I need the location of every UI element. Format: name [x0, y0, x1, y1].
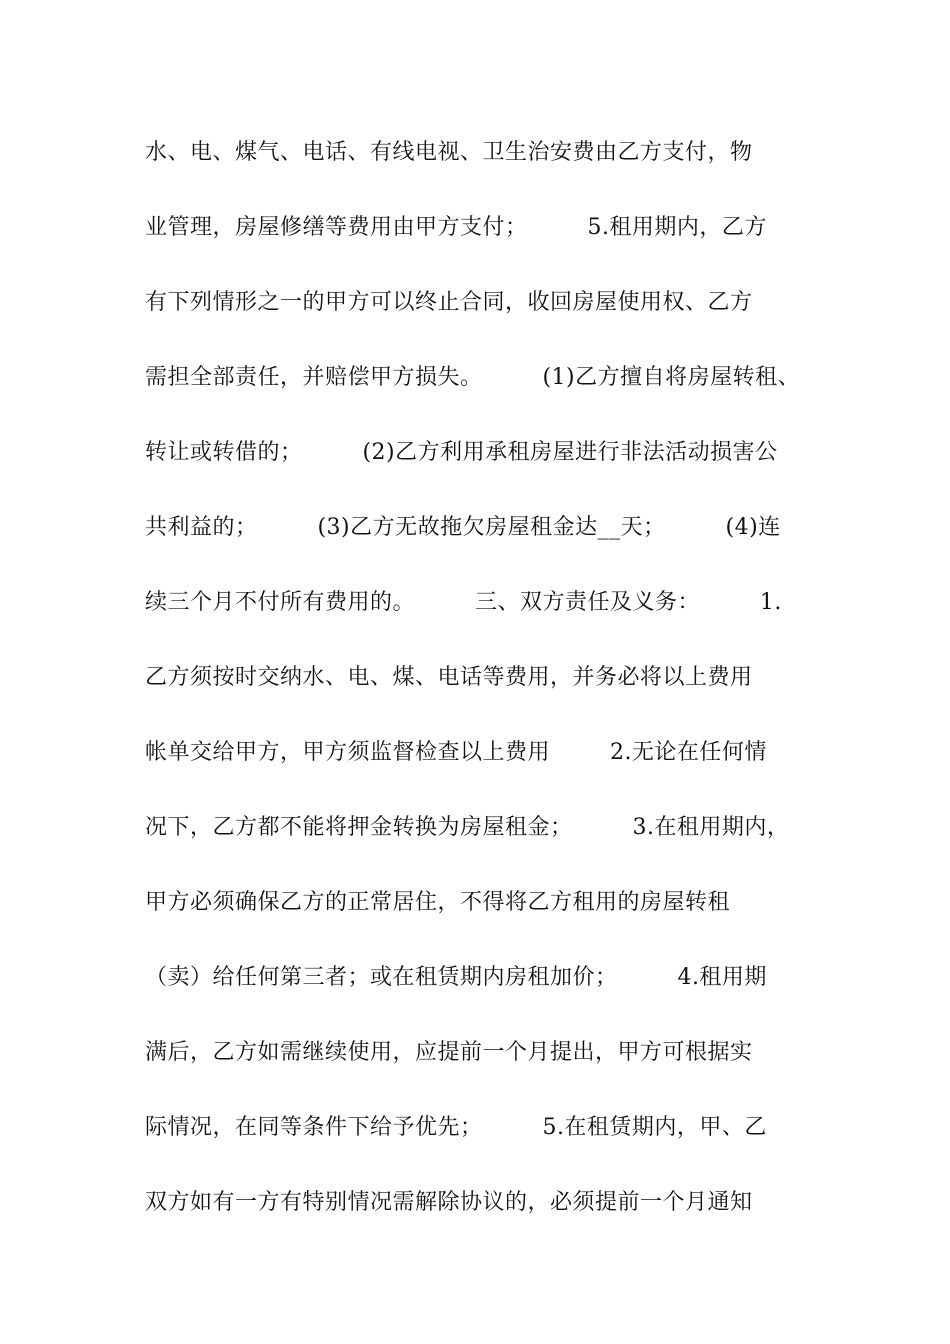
- text-line-9: 帐单交给甲方，甲方须监督检查以上费用 2.无论在任何情: [145, 740, 767, 765]
- text-line-2: 业管理，房屋修缮等费用由甲方支付； 5.租用期内，乙方: [145, 215, 767, 240]
- text-line-14: 际情况，在同等条件下给予优先； 5.在租赁期内，甲、乙: [145, 1115, 767, 1140]
- text-line-8: 乙方须按时交纳水、电、煤、电话等费用，并务必将以上费用: [145, 665, 753, 690]
- text-line-7: 续三个月不付所有费用的。 三、双方责任及义务： 1.: [145, 590, 782, 615]
- text-line-1: 水、电、煤气、电话、有线电视、卫生治安费由乙方支付，物: [145, 140, 753, 165]
- text-line-6: 共利益的； (3)乙方无故拖欠房屋租金达__天； (4)连: [145, 515, 781, 540]
- text-line-5: 转让或转借的； (2)乙方利用承租房屋进行非法活动损害公: [145, 440, 778, 465]
- text-line-4: 需担全部责任，并赔偿甲方损失。 (1)乙方擅自将房屋转租、: [145, 365, 801, 390]
- contract-text: [145, 132, 815, 1257]
- text-line-10: 况下，乙方都不能将押金转换为房屋租金； 3.在租用期内，: [145, 815, 790, 840]
- text-line-11: 甲方必须确保乙方的正常居住，不得将乙方租用的房屋转租: [145, 890, 731, 915]
- text-line-13: 满后，乙方如需继续使用，应提前一个月提出，甲方可根据实: [145, 1040, 753, 1065]
- text-line-3: 有下列情形之一的甲方可以终止合同，收回房屋使用权、乙方: [145, 290, 753, 315]
- text-line-12: （卖）给任何第三者；或在租赁期内房租加价； 4.租用期: [145, 965, 767, 990]
- text-line-15: 双方如有一方有特别情况需解除协议的，必须提前一个月通知: [145, 1190, 753, 1215]
